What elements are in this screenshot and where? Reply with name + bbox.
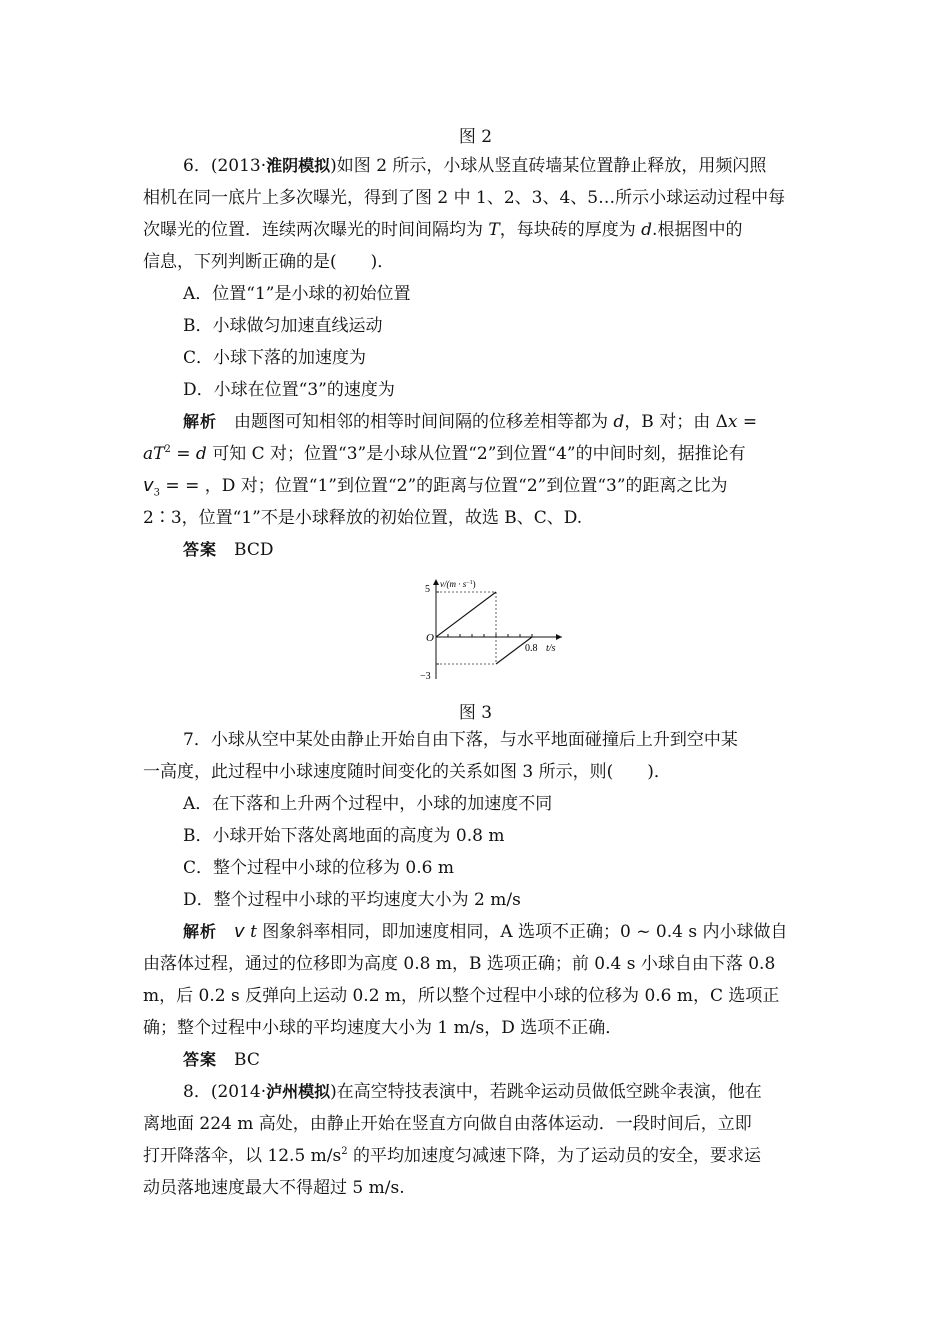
q6-analysis-sub: 3 xyxy=(153,487,161,499)
q8-source-place: 泸州模拟 xyxy=(266,1082,331,1101)
y-axis-label-close: ) xyxy=(472,579,476,589)
figure-3-caption: 图 3 xyxy=(458,703,493,723)
q6-text-3c: .根据图中的 xyxy=(652,220,743,240)
q7-option-c: C．整个过程中小球的位移为 0.6 m xyxy=(183,858,454,878)
q6-analysis-var-d2: d xyxy=(195,444,207,464)
q6-analysis-1b: ，B 对；由 Δ xyxy=(624,412,728,432)
q8-text-3b: 的平均加速度匀减速下降，为了运动员的安全，要求运 xyxy=(347,1146,762,1166)
q6-answer-line xyxy=(183,538,273,562)
q6-analysis-line-4: 2∶3，位置“1”不是小球释放的初始位置，故选 B、C、D. xyxy=(143,508,583,528)
q7-answer: BC xyxy=(217,1050,260,1070)
answer-label: 答案 xyxy=(183,540,218,559)
figure-3-vt-graph xyxy=(420,575,566,685)
q8-source-open: (2014· xyxy=(210,1082,267,1102)
q6-analysis-var-a: a xyxy=(143,444,154,464)
q6-option-c: C．小球下落的加速度为 xyxy=(183,348,367,368)
q8-source-close: ) xyxy=(330,1082,337,1102)
y-axis-label-text: v/(m · s xyxy=(440,579,467,589)
q6-source-close: ) xyxy=(330,156,337,176)
q6-analysis-var-T: T xyxy=(153,444,165,464)
q6-var-d: d xyxy=(641,220,653,240)
analysis-label-2: 解析 xyxy=(183,922,218,941)
q6-analysis-var-d: d xyxy=(613,412,625,432)
q6-option-a: A．位置“1”是小球的初始位置 xyxy=(183,284,411,304)
q8-line-4: 动员落地速度最大不得超过 5 m/s. xyxy=(143,1178,405,1198)
series-line-1 xyxy=(436,592,496,637)
q6-text-3b: ，每块砖的厚度为 xyxy=(499,220,642,240)
q6-source-open: (2013· xyxy=(210,156,267,176)
q8-line-3 xyxy=(143,1144,761,1168)
q7-analysis-var-t: t xyxy=(250,922,257,942)
q6-option-d: D．小球在位置“3”的速度为 xyxy=(183,380,395,400)
x-axis-arrow xyxy=(556,634,562,640)
q6-analysis-2c: 可知 C 对；位置“3”是小球从位置“2”到位置“4”的中间时刻，据推论有 xyxy=(206,444,746,464)
y-axis-arrow xyxy=(433,579,439,585)
q6-line-4: 信息，下列判断正确的是( )． xyxy=(143,252,395,272)
q7-analysis-var-v: v xyxy=(234,921,245,942)
q6-option-b: B．小球做匀加速直线运动 xyxy=(183,316,383,336)
analysis-label: 解析 xyxy=(183,412,218,431)
q8-text-1: 在高空特技表演中，若跳伞运动员做低空跳伞表演，他在 xyxy=(336,1082,762,1102)
q8-line-1 xyxy=(183,1080,762,1104)
q6-analysis-1a: 由题图可知相邻的相等时间间隔的位移差相等都为 xyxy=(217,412,614,432)
q8-text-3a: 打开降落伞，以 12.5 m/s xyxy=(143,1146,342,1166)
q6-text-1: 如图 2 所示，小球从竖直砖墙某位置静止释放，用频闪照 xyxy=(336,156,767,176)
q6-analysis-line-1 xyxy=(183,410,757,434)
q7-answer-line xyxy=(183,1048,260,1072)
q7-option-d: D．整个过程中小球的平均速度大小为 2 m/s xyxy=(183,890,521,910)
q6-line-1 xyxy=(183,154,766,178)
q7-line-2: 一高度，此过程中小球速度随时间变化的关系如图 3 所示，则( )． xyxy=(143,762,671,782)
q7-option-a: A．在下落和上升两个过程中，小球的加速度不同 xyxy=(183,794,553,814)
q8-sup: 2 xyxy=(341,1146,348,1157)
q6-analysis-line-2 xyxy=(143,442,746,466)
q6-analysis-line-3 xyxy=(143,474,728,498)
q7-line-1: 7．小球从空中某处由静止开始自由下落，与水平地面碰撞后上升到空中某 xyxy=(183,730,738,750)
q6-line-3 xyxy=(143,218,742,242)
q7-analysis-line-1 xyxy=(183,920,787,944)
x-tick-0-8: 0.8 xyxy=(525,643,538,654)
q7-analysis-line-4: 确；整个过程中小球的平均速度大小为 1 m/s，D 选项不正确． xyxy=(143,1018,623,1038)
q7-analysis-1b: 图象斜率相同，即加速度相同，A 选项不正确；0 ~ 0.4 s 内小球做自 xyxy=(256,922,788,942)
q6-source-place: 淮阴模拟 xyxy=(266,156,331,175)
q6-analysis-3b: = = ，D 对；位置“1”到位置“2”的距离与位置“2”到位置“3”的距离之比为 xyxy=(160,476,728,496)
y-axis-label-sup: −1 xyxy=(466,580,473,586)
y-tick-minus-3: −3 xyxy=(420,671,431,682)
q6-analysis-var-x: x xyxy=(727,412,738,432)
q6-number: 6． xyxy=(183,156,211,176)
y-axis-label xyxy=(440,579,476,589)
q6-var-T: T xyxy=(488,220,500,240)
q6-line-2: 相机在同一底片上多次曝光，得到了图 2 中 1、2、3、4、5…所示小球运动过程中每 xyxy=(143,188,786,208)
q6-analysis-sup: 2 xyxy=(164,444,171,455)
q6-analysis-var-v: v xyxy=(143,475,154,496)
q7-analysis-line-3: m，后 0.2 s 反弹向上运动 0.2 m，所以整个过程中小球的位移为 0.6 m，C 选项正 xyxy=(143,986,780,1006)
figure-2-caption: 图 2 xyxy=(458,127,493,147)
x-axis-label: t/s xyxy=(546,643,556,654)
q6-text-3a: 次曝光的位置．连续两次曝光的时间间隔均为 xyxy=(143,220,489,240)
q6-analysis-1c: = xyxy=(737,412,758,432)
answer-label-2: 答案 xyxy=(183,1050,218,1069)
q8-number: 8． xyxy=(183,1082,211,1102)
q7-analysis-line-2: 由落体过程，通过的位移即为高度 0.8 m，B 选项正确；前 0.4 s 小球自由下落 0.8 xyxy=(143,954,776,974)
q7-option-b: B．小球开始下落处离地面的高度为 0.8 m xyxy=(183,826,505,846)
q6-analysis-2b: = xyxy=(170,444,196,464)
origin-label: O xyxy=(426,632,434,644)
q8-line-2: 离地面 224 m 高处，由静止开始在竖直方向做自由落体运动．一段时间后，立即 xyxy=(143,1114,752,1134)
y-tick-5: 5 xyxy=(425,584,430,595)
q6-answer: BCD xyxy=(217,540,274,560)
